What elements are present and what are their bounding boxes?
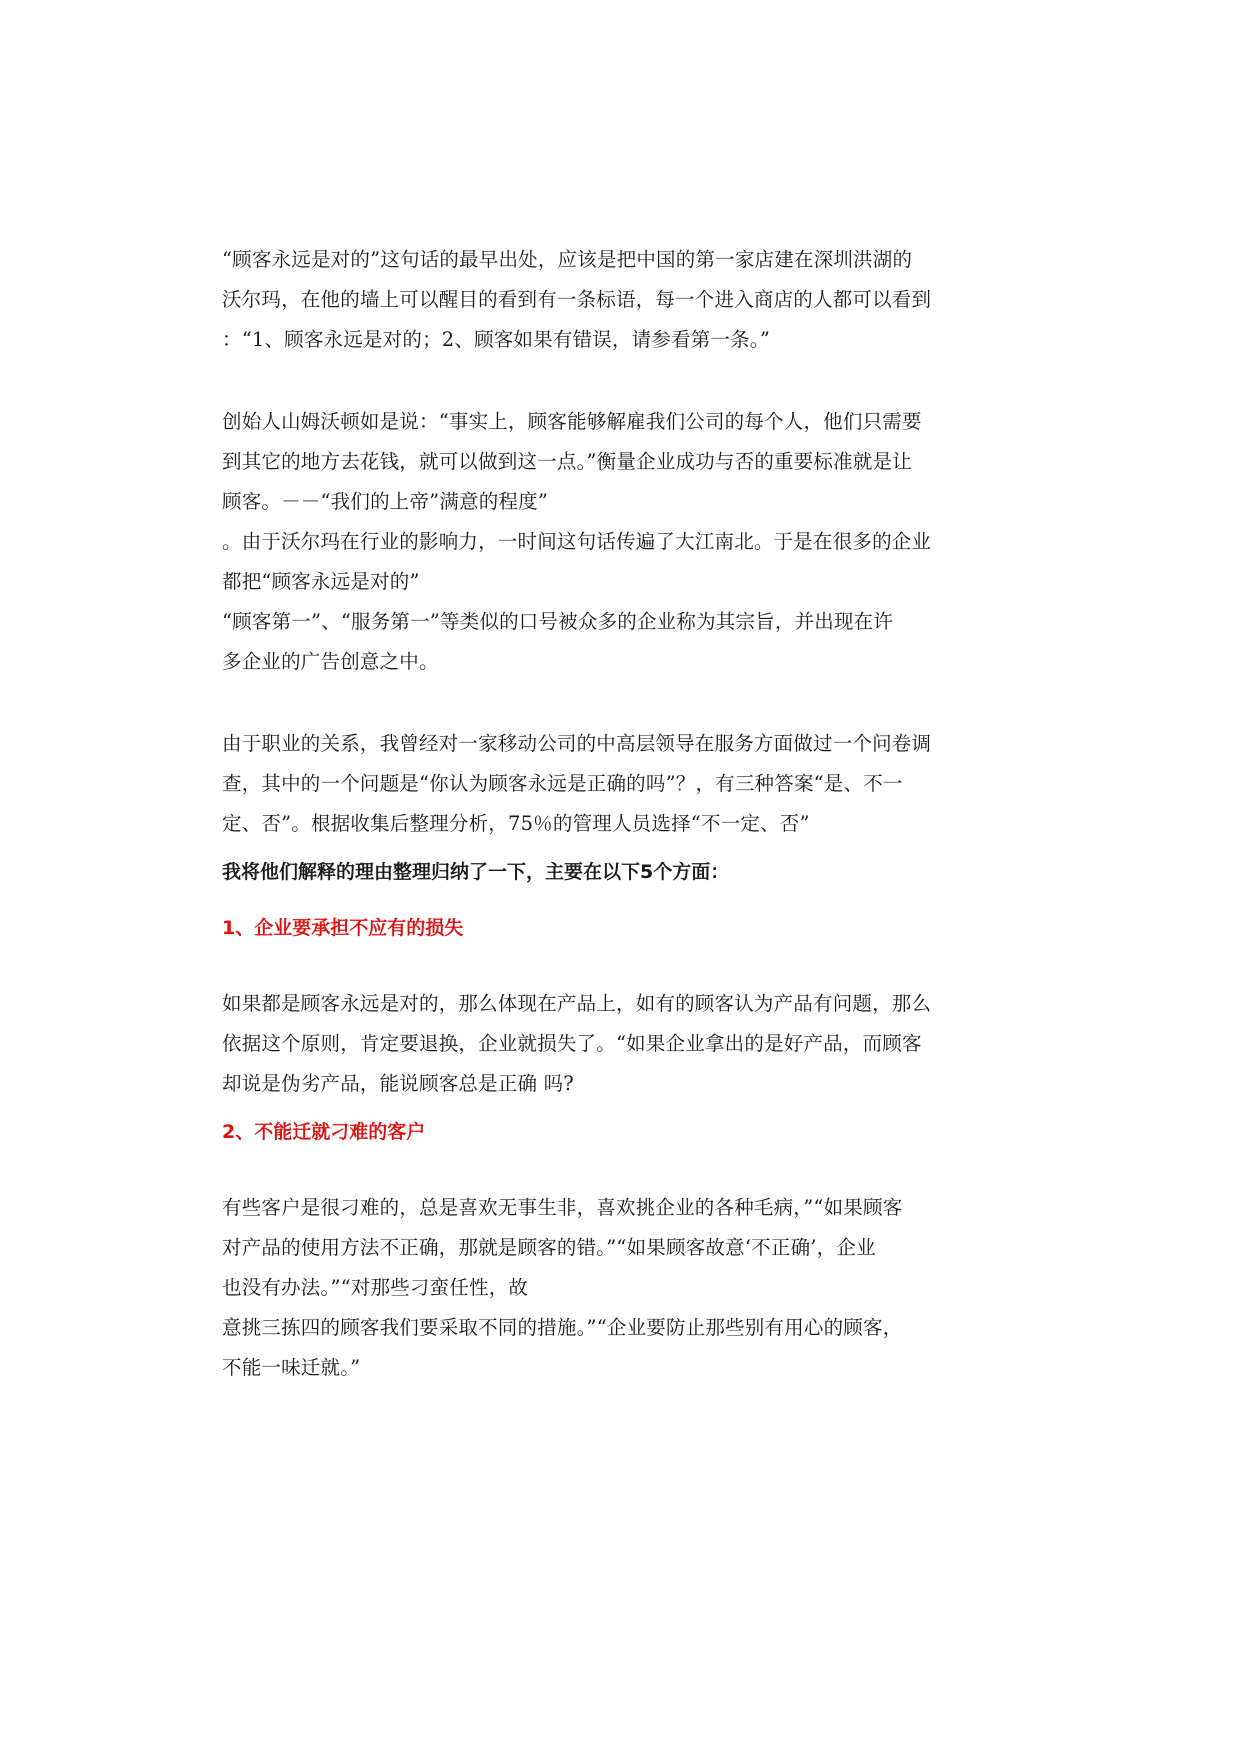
- text-line: 也没有办法。”“对那些刁蛮任性，故: [222, 1276, 529, 1299]
- text-line: 不能一味迁就。”: [222, 1356, 361, 1379]
- text-line: 如果都是顾客永远是对的，那么体现在产品上，如有的顾客认为产品有问题，那么: [222, 992, 932, 1015]
- text-line: 却说是伪劣产品，能说顾客总是正确 吗?: [222, 1072, 574, 1095]
- text-line: 顾客。－－“我们的上帝”满意的程度”: [222, 490, 549, 513]
- paragraph-spacer: [222, 956, 1012, 984]
- paragraph-spacer: [222, 360, 1012, 402]
- paragraph-spacer: [222, 1160, 1012, 1188]
- paragraph-founder-quote: [222, 402, 1012, 682]
- document-page: [222, 240, 1012, 1388]
- text-line: 有些客户是很刁难的，总是喜欢无事生非，喜欢挑企业的各种毛病，”“如果顾客: [222, 1196, 903, 1219]
- text-line: “顾客永远是对的”这句话的最早出处，应该是把中国的第一家店建在深圳洪湖的: [222, 248, 913, 271]
- text-line: ：“1、顾客永远是对的；2、顾客如果有错误，请参看第一条。”: [222, 328, 771, 351]
- text-line: 定、否”。根据收集后整理分析，75％的管理人员选择“不一定、否”: [222, 812, 810, 835]
- text-line: “顾客第一”、“服务第一”等类似的口号被众多的企业称为其宗旨，并出现在许: [222, 610, 894, 633]
- paragraph-spacer: [222, 682, 1012, 724]
- text-line: 到其它的地方去花钱，就可以做到这一点。”衡量企业成功与否的重要标准就是让: [222, 450, 912, 473]
- text-line: 对产品的使用方法不正确，那就是顾客的错。”“如果顾客故意‘不正确’，企业: [222, 1236, 876, 1259]
- section-heading-2: 2、不能迁就刁难的客户: [222, 1121, 426, 1143]
- text-line: 创始人山姆沃顿如是说：“事实上，顾客能够解雇我们公司的每个人，他们只需要: [222, 410, 922, 433]
- paragraph-origin: [222, 240, 1012, 360]
- text-line: 。由于沃尔玛在行业的影响力，一时间这句话传遍了大江南北。于是在很多的企业: [222, 530, 932, 553]
- paragraph-section-1: [222, 984, 1012, 1104]
- text-line: 由于职业的关系，我曾经对一家移动公司的中高层领导在服务方面做过一个问卷调: [222, 732, 932, 755]
- text-line: 依据这个原则，肯定要退换，企业就损失了。“如果企业拿出的是好产品，而顾客: [222, 1032, 922, 1055]
- section-heading-1: 1、企业要承担不应有的损失: [222, 917, 464, 939]
- text-line: 都把“顾客永远是对的”: [222, 570, 420, 593]
- text-line: 沃尔玛，在他的墙上可以醒目的看到有一条标语，每一个进入商店的人都可以看到: [222, 288, 932, 311]
- text-line: 查，其中的一个问题是“你认为顾客永远是正确的吗”？，有三种答案“是、不一: [222, 772, 903, 795]
- text-line: 意挑三拣四的顾客我们要采取不同的措施。”“企业要防止那些别有用心的顾客，: [222, 1316, 903, 1339]
- paragraph-survey: [222, 724, 1012, 844]
- paragraph-section-2: [222, 1188, 1012, 1388]
- summary-heading: 我将他们解释的理由整理归纳了一下，主要在以下5个方面：: [222, 861, 730, 883]
- text-line: 多企业的广告创意之中。: [222, 650, 439, 673]
